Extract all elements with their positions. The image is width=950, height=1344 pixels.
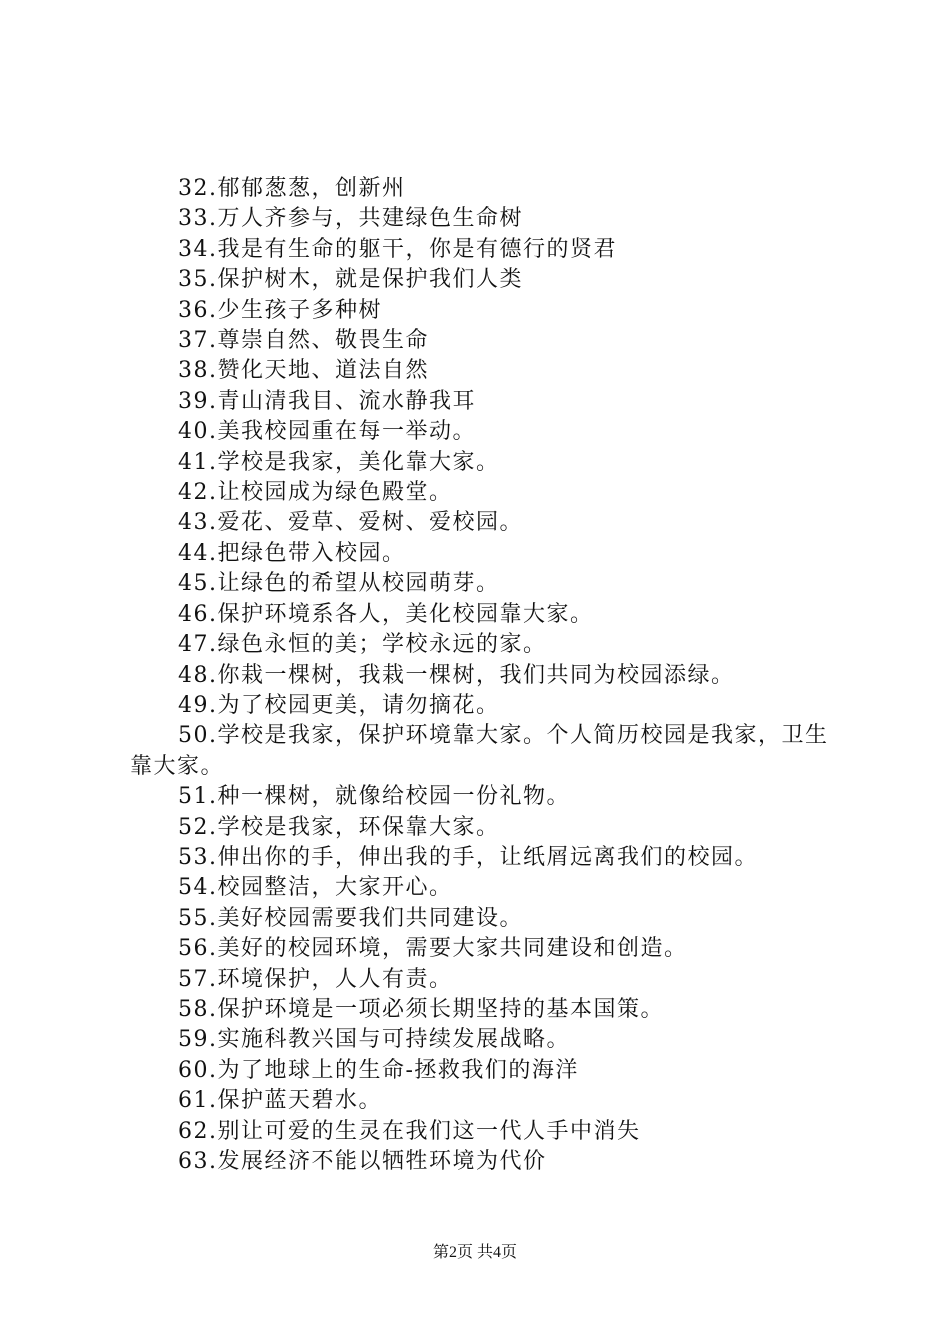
list-item: 59.实施科教兴国与可持续发展战略。 (178, 1027, 570, 1053)
list-item: 36.少生孩子多种树 (178, 297, 382, 323)
list-item: 51.种一棵树，就像给校园一份礼物。 (178, 784, 570, 810)
list-item: 39.青山清我目、流水静我耳 (178, 388, 476, 414)
list-item: 33.万人齐参与，共建绿色生命树 (178, 206, 523, 232)
page-footer: 第2页 共4页 (432, 1244, 517, 1261)
list-item: 45.让绿色的希望从校园萌芽。 (178, 571, 500, 597)
list-item: 42.让校园成为绿色殿堂。 (178, 480, 453, 506)
list-item: 48.你栽一棵树，我栽一棵树，我们共同为校园添绿。 (178, 662, 735, 688)
list-item: 61.保护蓝天碧水。 (178, 1088, 382, 1114)
list-item: 43.爱花、爱草、爱树、爱校园。 (178, 510, 523, 536)
list-item: 52.学校是我家，环保靠大家。 (178, 814, 500, 840)
list-item: 50.学校是我家，保护环境靠大家。个人简历校园是我家，卫生靠大家。 (130, 723, 829, 779)
list-item: 60.为了地球上的生命-拯救我们的海洋 (178, 1057, 579, 1083)
list-item: 55.美好校园需要我们共同建设。 (178, 905, 523, 931)
list-item: 46.保护环境系各人，美化校园靠大家。 (178, 601, 594, 627)
list-item: 34.我是有生命的躯干，你是有德行的贤君 (178, 236, 617, 262)
list-item: 57.环境保护，人人有责。 (178, 966, 453, 992)
list-item: 62.别让可爱的生灵在我们这一代人手中消失 (178, 1118, 641, 1144)
list-item: 47.绿色永恒的美；学校永远的家。 (178, 632, 547, 658)
list-item: 35.保护树木，就是保护我们人类 (178, 267, 523, 293)
list-item: 58.保护环境是一项必须长期坚持的基本国策。 (178, 996, 664, 1022)
list-item: 38.赞化天地、道法自然 (178, 358, 429, 384)
list-item: 41.学校是我家，美化靠大家。 (178, 449, 500, 475)
list-item: 56.美好的校园环境，需要大家共同建设和创造。 (178, 936, 688, 962)
list-item: 40.美我校园重在每一举动。 (178, 419, 476, 445)
list-item: 37.尊崇自然、敬畏生命 (178, 328, 429, 354)
list-item: 44.把绿色带入校园。 (178, 540, 406, 566)
list-item: 53.伸出你的手，伸出我的手，让纸屑远离我们的校园。 (178, 844, 758, 870)
slogan-list (130, 174, 830, 1177)
list-item: 49.为了校园更美，请勿摘花。 (178, 692, 500, 718)
list-item: 54.校园整洁，大家开心。 (178, 875, 453, 901)
list-item: 63.发展经济不能以牺牲环境为代价 (178, 1149, 547, 1174)
list-item: 32.郁郁葱葱，创新州 (178, 176, 406, 201)
